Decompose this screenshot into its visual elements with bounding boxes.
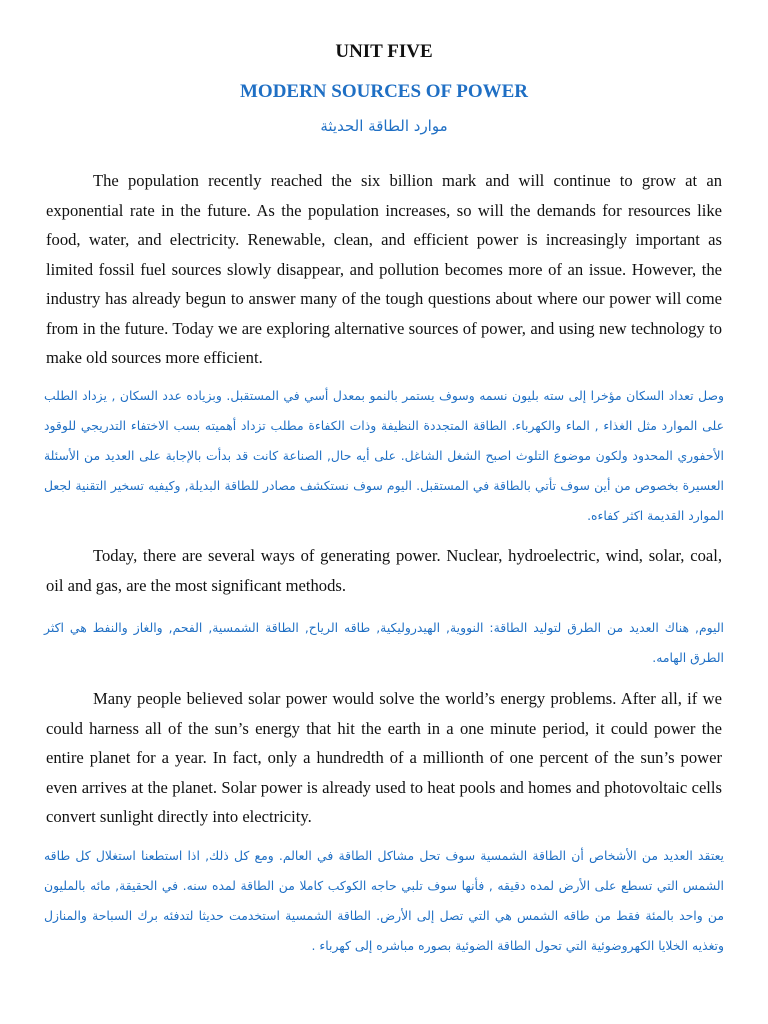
paragraph-english-1: The population recently reached the six billion mark and will continue to grow at an exponential rate in the future. As the population increases, so will the demands for resources like food, water, and electricity. Renewable, clean, and efficient power is increasingly important as limited fossil fuel sources slowly disappear, and pollution becomes more of an issue. However, the industry has already begun to answer many of the tough questions about where our power will come from in the future. Today we are exploring alternative sources of power, and using new technology to make old sources more efficient. xyxy=(46,171,722,367)
paragraph-arabic-3: يعتقد العديد من الأشخاص أن الطاقة الشمسية سوف تحل مشاكل الطاقة في العالم. ومع كل ذلك, اذا استطعنا استغلال كل طاقه الشمس التي تسطع على الأرض لمده دقيقه , فأنها سوف تلبي حاجه الكوكب كاملا من الطاقة لمده سنه. في الحقيقة, مائه بالمليون من واحد بالمئة فقط من طاقه الشمس هي التي تصل إلى الأرض. الطاقة الشمسية استخدمت حديثا لتدفئه برك السباحة والمنازل وتغذيه الخلايا الكهروضوئية التي تحول الطاقة الضوئية بصوره مباشره إلى كهرباء . xyxy=(44,848,724,953)
paragraph-english-3: Many people believed solar power would solve the world’s energy problems. After all, if we could harness all of the sun’s energy that hit the earth in a one minute period, it could power the entire planet for a year. In fact, only a hundredth of a millionth of one percent of the sun’s power even arrives at the planet. Solar power is already used to heat pools and homes and photovoltaic cells convert sunlight directly into electricity. xyxy=(46,689,722,826)
paragraph-english-2: Today, there are several ways of generating power. Nuclear, hydroelectric, wind, solar, coal, oil and gas, are the most significant methods. xyxy=(46,546,722,595)
unit-subtitle: MODERN SOURCES OF POWER xyxy=(239,81,528,102)
unit-title: UNIT FIVE xyxy=(335,41,433,62)
paragraph-arabic-1: وصل تعداد السكان مؤخرا إلى سته بليون نسمه وسوف يستمر بالنمو بمعدل أسي في المستقبل. وبزياده عدد السكان , يزداد الطلب على الموارد مثل الغذاء , الماء والكهرباء. الطاقة المتجددة النظيفة وذات الكفاءة مطلب تزداد أهميته بسب الاختفاء التدريجي للوقود الأحفوري المحدود ولكون موضوع التلوث اصبح الشغل الشاغل. على أيه حال, الصناعة كانت قد بدأت بالإجابة على العديد من الأسئلة العسيرة بخصوص من أين سوف تأتي بالطاقة في المستقبل. اليوم سوف نستكشف مصادر للطاقة البديلة, وكيفيه تسخير التقنية لجعل الموارد القديمة اكثر كفاءه. xyxy=(44,388,724,523)
paragraph-arabic-2: اليوم, هناك العديد من الطرق لتوليد الطاقة: النووية, الهيدروليكية, طاقه الرياح, الطاقة الشمسية, الفحم, والغاز والنفط هي اكثر الطرق الهامه. xyxy=(44,620,724,665)
unit-subtitle-arabic: موارد الطاقة الحديثة xyxy=(320,117,448,135)
